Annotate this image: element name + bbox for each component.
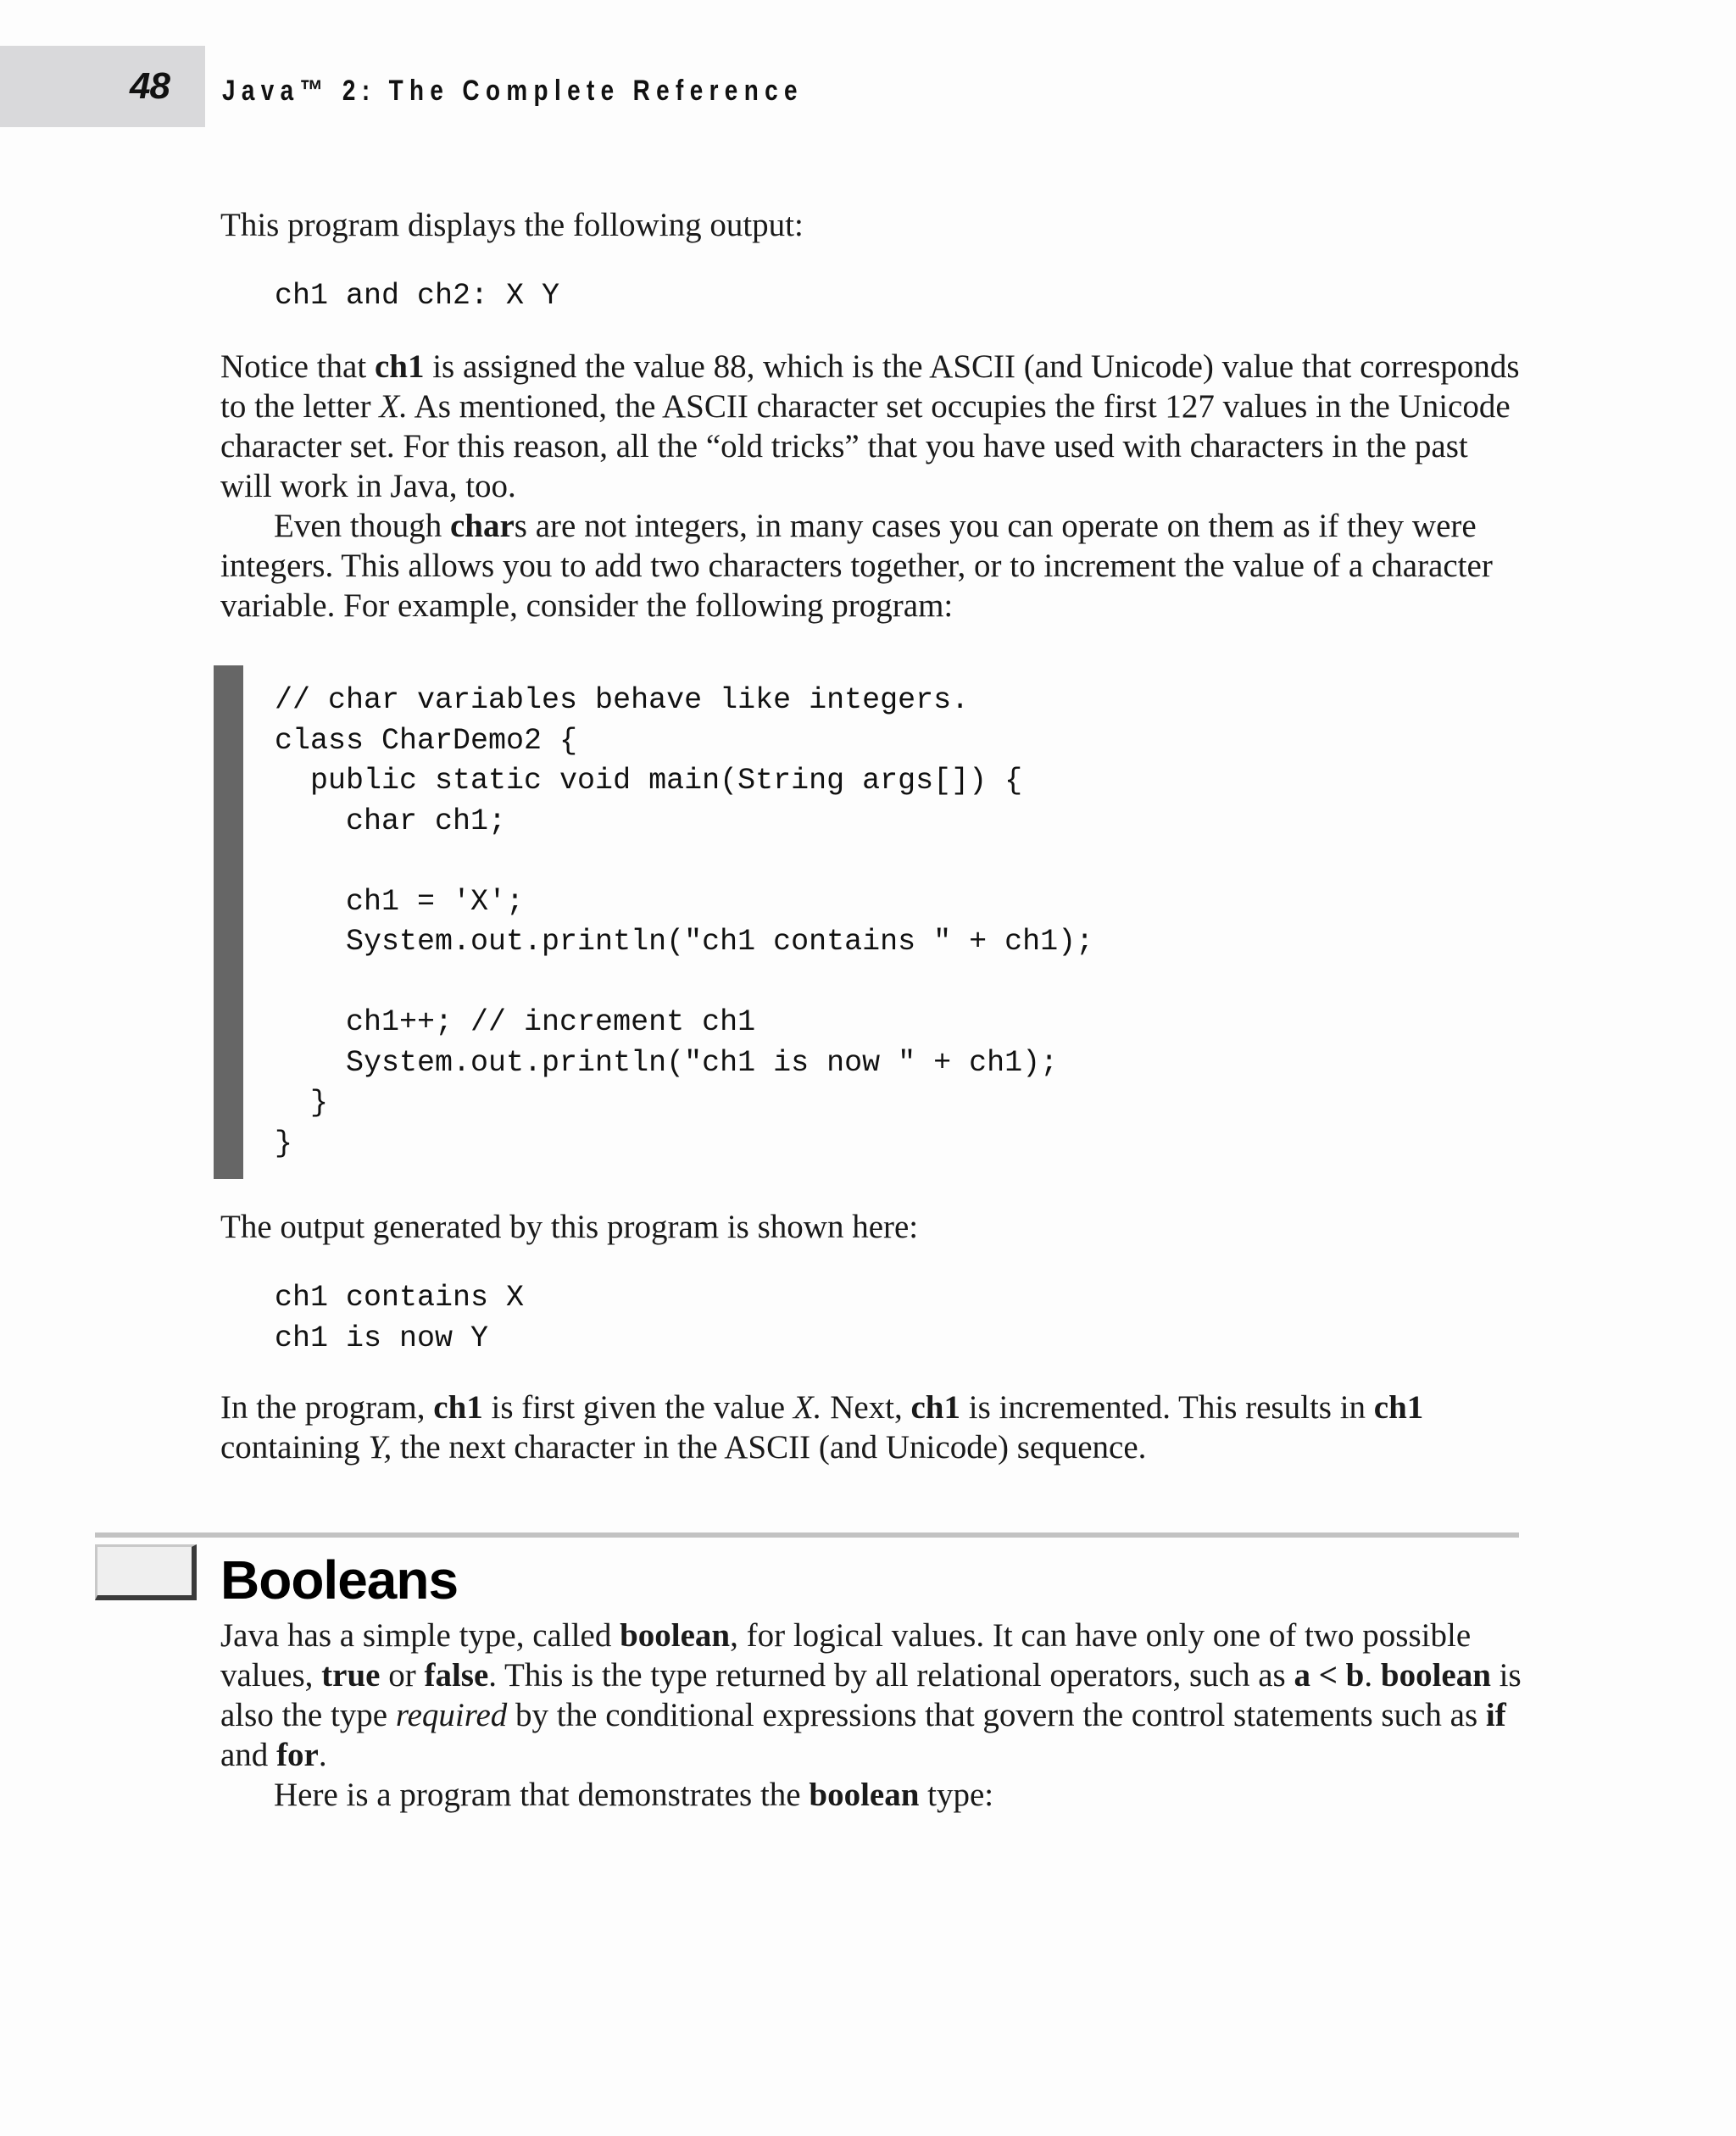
section-heading: Booleans bbox=[220, 1549, 459, 1610]
section-marker-box bbox=[95, 1544, 197, 1600]
output-block-2: ch1 contains X ch1 is now Y bbox=[275, 1281, 525, 1355]
paragraph-here-is: Here is a program that demonstrates the boolean type: bbox=[274, 1777, 994, 1813]
paragraph-booleans: Java has a simple type, called boolean, for logical values. It can have only one of two possible values, true or false. This is the type returned by all relational operators, such as a < b. boolean is also the type required by the conditional expressions that govern the control statements such as if and for. bbox=[220, 1617, 1522, 1773]
output-block-1: ch1 and ch2: X Y bbox=[275, 279, 560, 313]
paragraph-notice: Notice that ch1 is assigned the value 88, which is the ASCII (and Unicode) value that corresponds to the letter X. As mentioned, the ASCII character set occupies the first 127 values in the Unicode character set. For this reason, all the “old tricks” that you have used with characters in the past will work in Java, too. bbox=[220, 348, 1520, 504]
paragraph-even-though: Even though chars are not integers, in many cases you can operate on them as if they were integers. This allows you to add two characters together, or to increment the value of a character variable. For example, consider the following program: bbox=[220, 508, 1493, 624]
page-number: 48 bbox=[130, 65, 170, 107]
intro-paragraph: This program displays the following output: bbox=[220, 207, 804, 243]
section-rule bbox=[95, 1532, 1519, 1538]
code-listing: // char variables behave like integers. class CharDemo2 { public static void main(String args[]) { char ch1; ch1 = 'X'; System.out.println("ch1 contains " + ch1); ch1++; // increment ch1 System.out.println("ch1 is now " + ch1); } } bbox=[275, 683, 1094, 1160]
output-intro-paragraph: The output generated by this program is shown here: bbox=[220, 1209, 919, 1245]
running-head: Java™ 2: The Complete Reference bbox=[222, 75, 804, 107]
paragraph-in-the-program: In the program, ch1 is first given the value X. Next, ch1 is incremented. This results in ch1 containing Y, the next character in the ASCII (and Unicode) sequence. bbox=[220, 1389, 1424, 1466]
code-block-bar bbox=[214, 665, 243, 1179]
